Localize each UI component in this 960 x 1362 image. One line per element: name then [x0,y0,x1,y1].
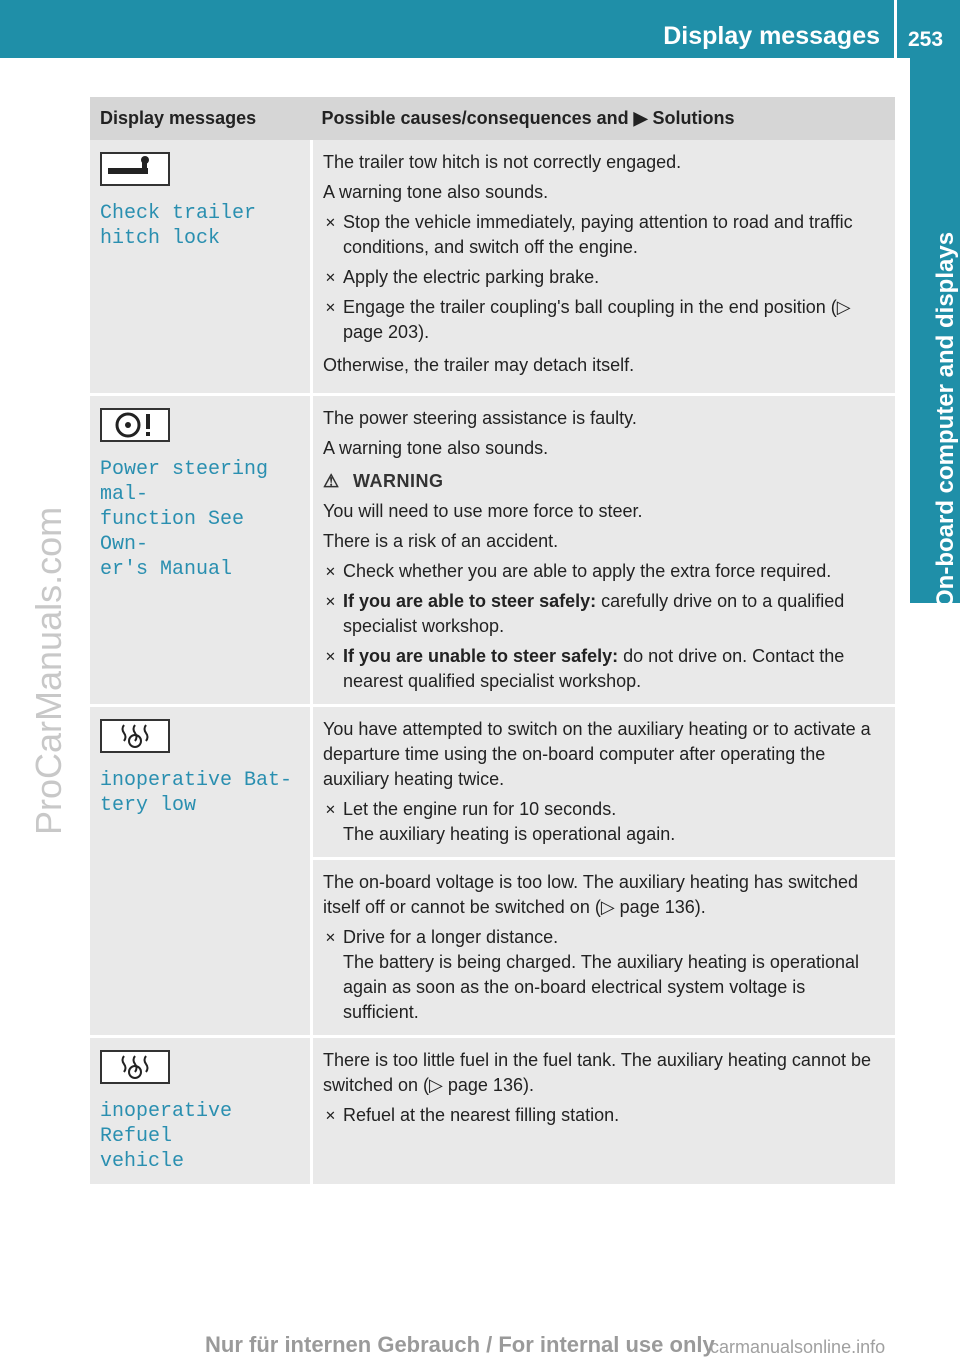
side-tab-label: On-board computer and displays [932,231,959,608]
message-line: tery low [100,794,197,817]
step-arrow-icon: ✕ [325,300,336,315]
cause-text: A warning tone also sounds. [323,182,549,202]
step-item [323,265,885,290]
play-arrow-icon: ▶ [633,108,648,128]
step-text: carefully drive on to a qualified specialist workshop. [343,591,845,636]
step-text: Stop the vehicle immediately, paying attention to road and traffic conditions, and switch off the engine. [343,212,853,257]
col2-header-text-b: Solutions [652,108,735,128]
header-divider [894,0,897,58]
message-cell [90,395,312,706]
steering-wheel-warning-icon [100,408,170,442]
message-cell [90,1037,312,1186]
side-tab [910,58,960,608]
step-arrow-icon: ✕ [325,1108,336,1123]
solution-cell [312,140,896,395]
message-line: hitch lock [100,227,221,250]
step-arrow-icon: ✕ [325,649,336,664]
warning-text: There is a risk of an accident. [323,531,559,551]
step-item [323,559,885,584]
step-arrow-icon: ✕ [325,930,336,945]
message-line: Check trailer [100,202,257,225]
step-result-text: The battery is being charged. The auxiliary heating is operational again as soon as the on-board electrical system voltage is sufficient. [343,952,859,1022]
cause-text: There is too little fuel in the fuel tank. The auxiliary heating cannot be switched on (▷ page 136). [323,1050,871,1095]
table-row [90,1037,895,1186]
step-arrow-icon: ✕ [325,802,336,817]
watermark: ProCarManuals.com [28,506,69,835]
display-message-text [100,1099,300,1174]
cause-text: The on-board voltage is too low. The auxiliary heating has switched itself off or cannot be switched on (▷ page 136). [323,872,858,917]
table-row [90,395,895,706]
display-message-text [100,201,300,251]
step-arrow-icon: ✕ [325,215,336,230]
solution-cell [312,395,896,706]
cause-text: Otherwise, the trailer may detach itself. [323,355,635,375]
step-item [323,925,885,1025]
auxiliary-heating-icon [100,1050,170,1084]
solution-cell [312,1037,896,1186]
warning-text: You will need to use more force to steer. [323,501,643,521]
warning-label: WARNING [353,471,444,491]
internal-use-footer: Nur für internen Gebrauch / For internal use only [205,1332,715,1357]
step-text: Engage the trailer coupling's ball coupling in the end position (▷ page 203). [343,297,851,342]
cause-text: The power steering assistance is faulty. [323,408,637,428]
step-text: Let the engine run for 10 seconds. [343,799,617,819]
cause-text: The trailer tow hitch is not correctly engaged. [323,152,682,172]
step-item [323,1103,885,1128]
step-text: Refuel at the nearest filling station. [343,1105,620,1125]
step-condition: If you are able to steer safely: [343,591,597,611]
step-arrow-icon: ✕ [325,594,336,609]
step-condition: If you are unable to steer safely: [343,646,619,666]
auxiliary-heating-icon [100,719,170,753]
cause-text: You have attempted to switch on the auxiliary heating or to activate a departure time using the on-board computer after operating the auxiliary heating twice. [323,719,871,789]
message-cell [90,140,312,395]
message-line: inoperative Refuel [100,1100,233,1148]
page-number: 253 [908,28,944,51]
step-item [323,644,885,694]
message-line: er's Manual [100,558,233,581]
solution-cell [312,706,896,859]
site-footer: carmanualsonline.info [710,1337,886,1357]
table-header-row [90,97,895,140]
table-row [90,706,895,859]
col-solutions-header [312,97,896,140]
col-display-messages-header: Display messages [90,97,312,140]
step-text: Apply the electric parking brake. [343,267,600,287]
col2-header-text-a: Possible causes/consequences and [321,108,629,128]
section-title: Display messages [663,22,880,50]
trailer-hitch-icon [100,152,170,186]
step-text: Drive for a longer distance. [343,927,559,947]
warning-triangle-icon: ⚠ [323,471,340,491]
display-message-text [100,768,300,818]
display-message-text [100,457,300,582]
step-result-text: The auxiliary heating is operational again. [343,824,676,844]
step-item [323,589,885,639]
step-arrow-icon: ✕ [325,564,336,579]
step-item [323,210,885,260]
solution-cell [312,859,896,1037]
message-cell [90,706,312,1037]
display-messages-table [90,97,895,1187]
table-row [90,140,895,395]
message-line: vehicle [100,1150,185,1173]
warning-heading [323,469,885,494]
message-line: Power steering mal- [100,458,269,506]
cause-text: A warning tone also sounds. [323,438,549,458]
step-text: Check whether you are able to apply the extra force required. [343,561,832,581]
step-arrow-icon: ✕ [325,270,336,285]
message-line: function See Own- [100,508,245,556]
step-item [323,295,885,345]
step-text: do not drive on. Contact the nearest qualified specialist workshop. [343,646,845,691]
header-bar [0,0,960,58]
message-line: inoperative Bat- [100,769,293,792]
step-item [323,797,885,847]
